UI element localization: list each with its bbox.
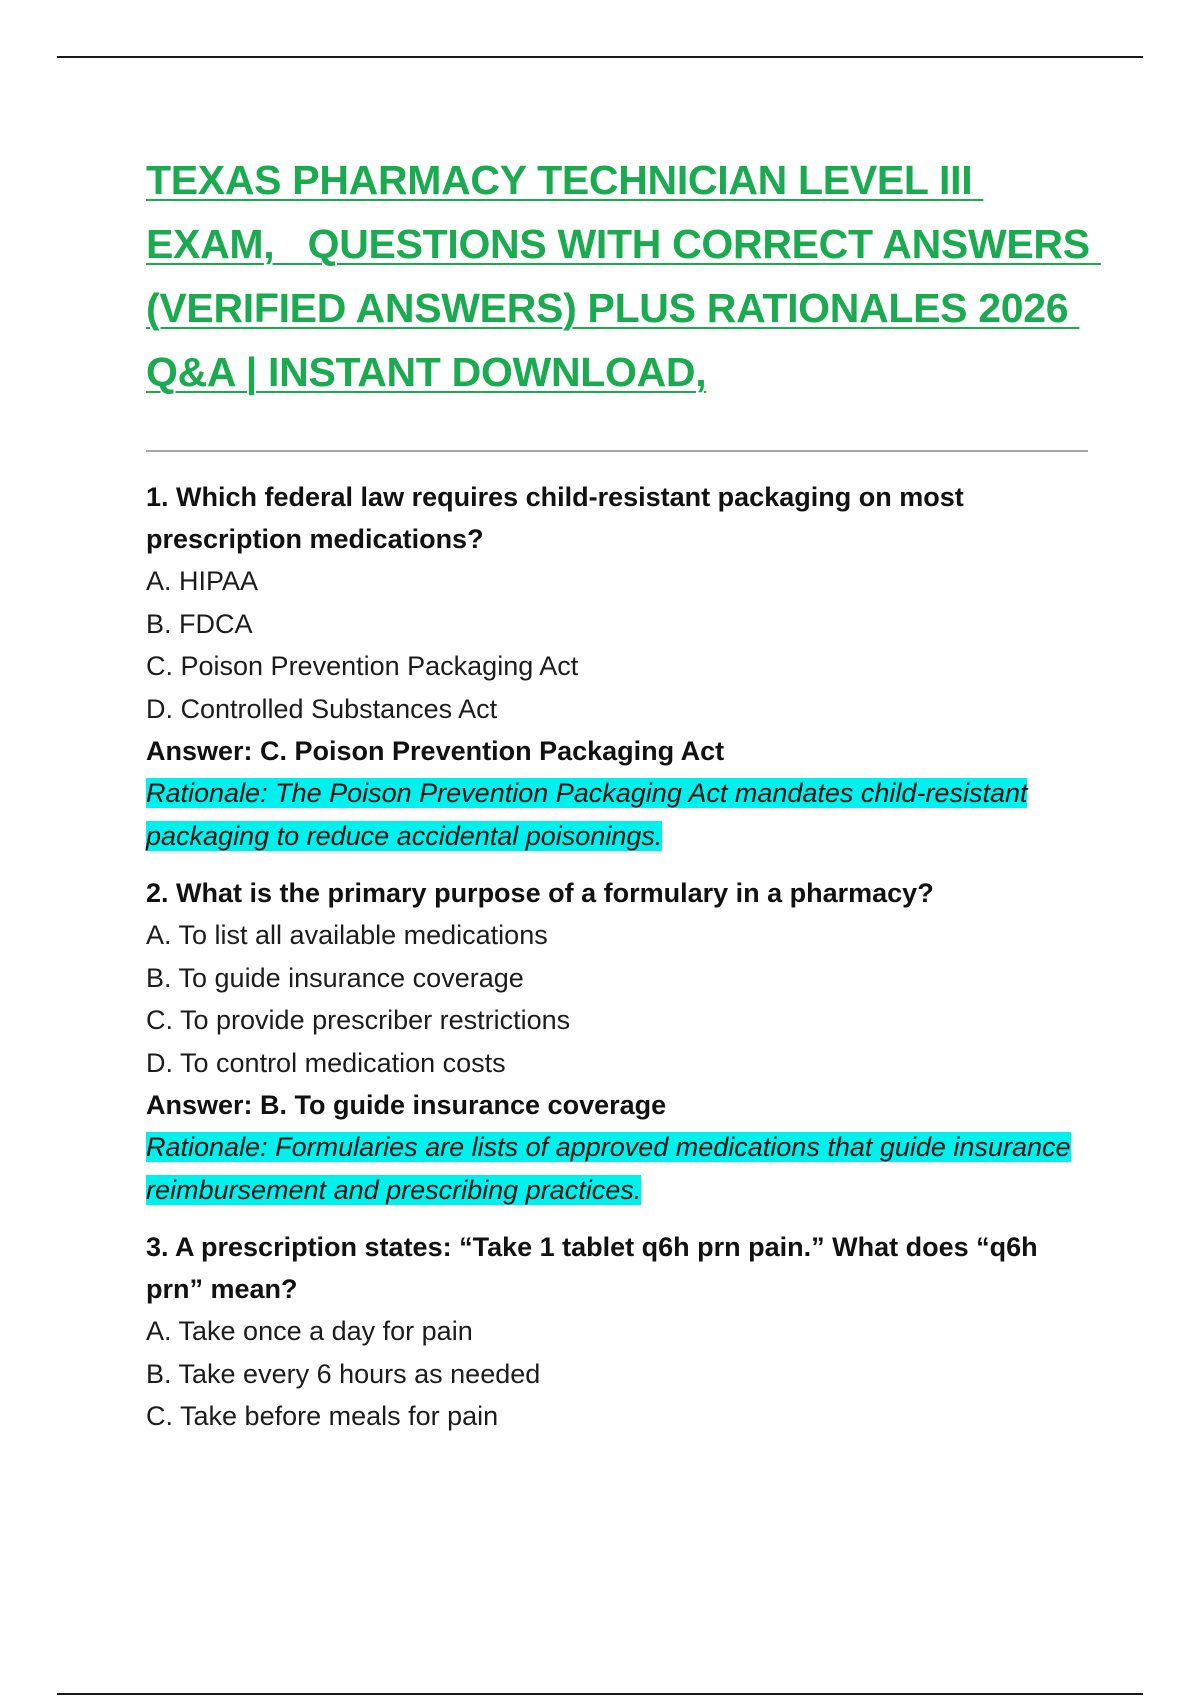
question-2	[146, 872, 1092, 1212]
question-text: 2. What is the primary purpose of a formulary in a pharmacy?	[146, 878, 934, 908]
header-rule	[57, 56, 1143, 58]
option-b: B. FDCA	[146, 608, 253, 639]
question-text: 3. A prescription states: “Take 1 tablet q6h prn pain.” What does “q6h prn” mean?	[146, 1232, 1038, 1304]
document-title: TEXAS PHARMACY TECHNICIAN LEVEL III EXAM, QUESTIONS WITH CORRECT ANSWERS (VERIFIED ANSWERS) PLUS RATIONALES 2026 Q&A | INSTANT DOWNLOAD,	[146, 157, 1101, 395]
footer-rule	[57, 1693, 1143, 1695]
question-list	[146, 476, 1092, 1438]
option-d: D. To control medication costs	[146, 1047, 506, 1078]
rationale	[146, 1126, 1092, 1212]
title-divider	[146, 450, 1088, 452]
option-a: A. Take once a day for pain	[146, 1316, 473, 1346]
option-a: A. To list all available medications	[146, 920, 548, 950]
page-content	[146, 148, 1101, 1452]
rationale	[146, 772, 1092, 858]
question-text: 1. Which federal law requires child-resistant packaging on most prescription medications?	[146, 482, 964, 554]
option-d: D. Controlled Substances Act	[146, 693, 498, 724]
option-b: B. To guide insurance coverage	[146, 962, 524, 993]
option-c: C. Take before meals for pain	[146, 1401, 499, 1431]
option-a: A. HIPAA	[146, 566, 259, 596]
question-3	[146, 1226, 1092, 1438]
option-b: B. Take every 6 hours as needed	[146, 1358, 541, 1389]
answer-text: Answer: B. To guide insurance coverage	[146, 1090, 667, 1120]
question-1	[146, 476, 1092, 858]
rationale-highlight: Rationale: The Poison Prevention Packaging Act mandates child-resistant packaging to reduce accidental poisonings.	[146, 778, 1028, 851]
answer-text: Answer: C. Poison Prevention Packaging Act	[146, 736, 725, 766]
rationale-highlight: Rationale: Formularies are lists of approved medications that guide insurance reimbursement and prescribing practices.	[146, 1132, 1071, 1205]
option-c: C. Poison Prevention Packaging Act	[146, 651, 579, 681]
option-c: C. To provide prescriber restrictions	[146, 1005, 571, 1035]
